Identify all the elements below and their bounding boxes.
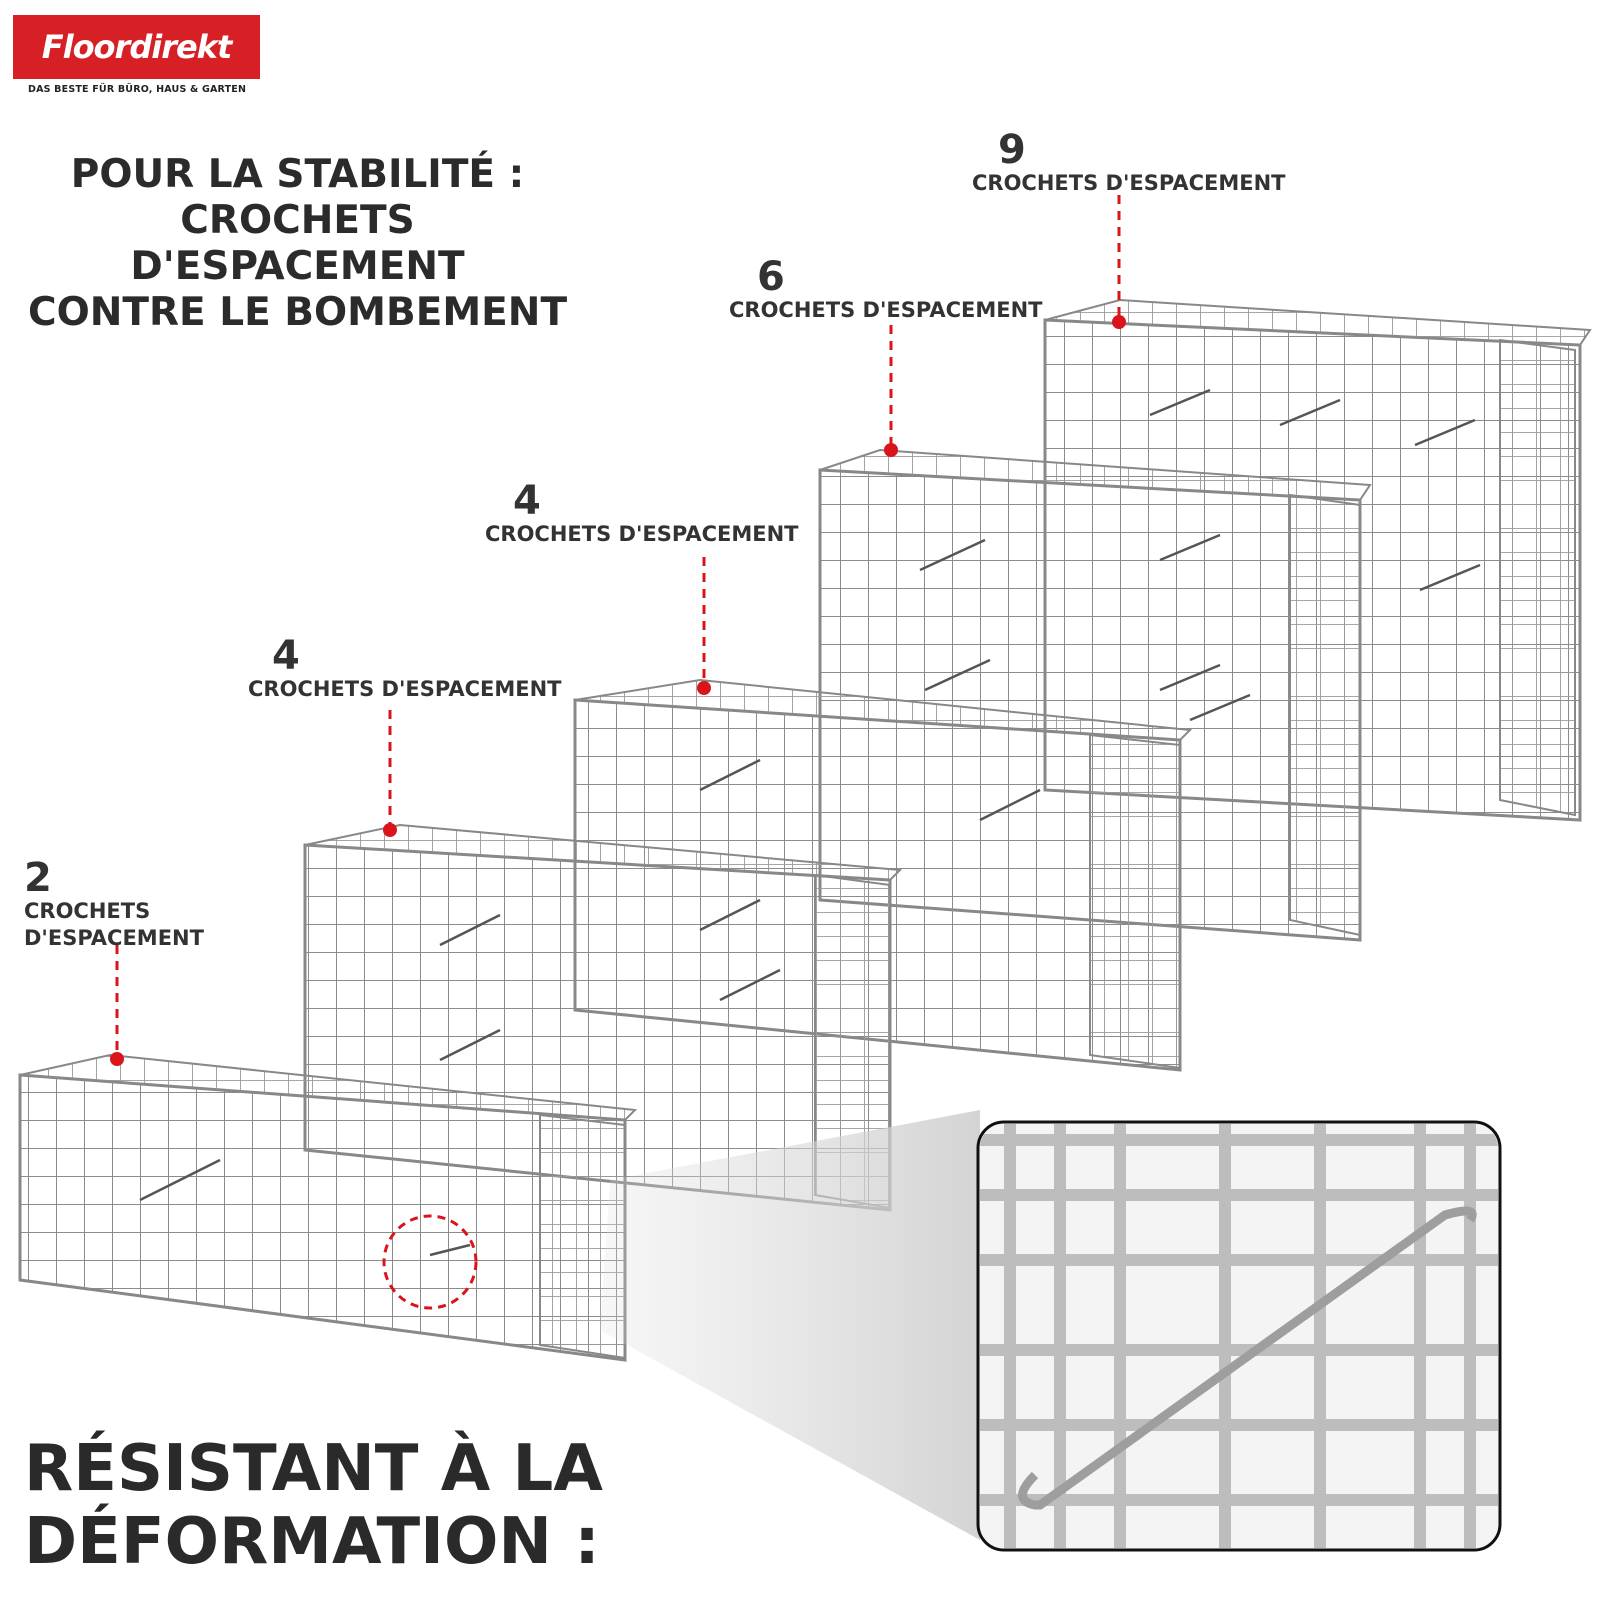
zoom-projection-shadow [600,1110,980,1540]
callout-2-hooks [24,855,204,952]
brand-tagline: DAS BESTE FÜR BÜRO, HAUS & GARTEN [28,84,247,95]
callout-label-line-2: D'ESPACEMENT [24,926,204,950]
callout-count: 4 [513,478,541,524]
callout-count: 2 [24,855,52,901]
stability-headline [10,152,585,336]
zoom-inset [978,1122,1500,1550]
callout-count: 4 [272,633,300,679]
callout-9-hooks [972,127,1286,197]
callout-count: 9 [998,127,1026,173]
callout-label: CROCHETS D'ESPACEMENT [972,171,1286,195]
headline-line-2: CROCHETS [180,198,415,243]
callout-label: CROCHETS D'ESPACEMENT [248,677,562,701]
callout-label-line-1: CROCHETS [24,899,151,923]
headline-line-1: POUR LA STABILITÉ : [70,152,525,197]
footer-line-2: DÉFORMATION : [24,1505,600,1579]
headline-line-3: D'ESPACEMENT [130,244,465,289]
deformation-resistance-heading [24,1433,603,1579]
headline-line-4: CONTRE LE BOMBEMENT [27,290,568,335]
callout-count: 6 [757,254,785,300]
callout-label: CROCHETS D'ESPACEMENT [729,298,1043,322]
footer-line-1: RÉSISTANT À LA [24,1432,603,1506]
callout-4-hooks-upper [485,478,799,548]
brand-logo [13,15,260,79]
callout-label: CROCHETS D'ESPACEMENT [485,522,799,546]
callout-4-hooks-lower [248,633,562,703]
callout-6-hooks [729,254,1043,324]
gabion-basket-2-hooks [20,1055,635,1360]
brand-logo-text: Floordirekt [41,28,232,66]
